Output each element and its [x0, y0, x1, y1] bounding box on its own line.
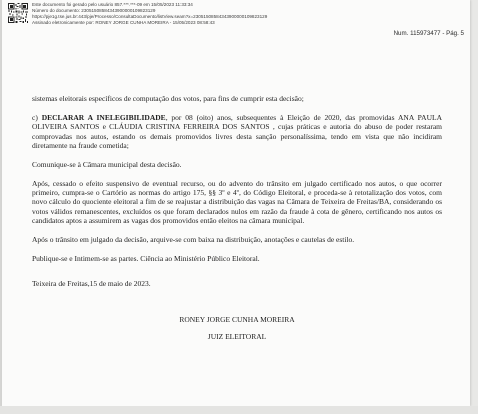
paragraph: Comunique-se à Câmara municipal desta decisão. — [32, 159, 182, 169]
item-prefix: c) — [32, 112, 42, 122]
ineligibility-text: , por 08 (oito) anos, subsequentes à Eleição de 2020, das promovidas ANA PAULA OLIVEIRA SANTOS e CLÁUDIA CRISTINA FERREIRA DOS SANTOS , cujas práticas e autoria do abuso de poder restaram comprovadas nos autos, estando os demais promovidos livres desta sanção personalíssima, tendo em vista que não incidiram diretamente na fraude cometida; — [32, 112, 442, 151]
paragraph: Publique-se e Intimem-se as partes. Ciência ao Ministério Público Eleitoral. — [32, 253, 260, 263]
electronic-signature-certificate — [32, 2, 382, 26]
paragraph-ineligibility — [32, 113, 442, 151]
page-number: Num. 115973477 - Pág. 5 — [393, 30, 464, 37]
paragraph: Após o trânsito em julgado da decisão, arquive-se com baixa na distribuição, anotações e cautelas de estilo. — [32, 235, 355, 245]
certificate-line: Este documento foi gerado pelo usuário 857.***.***-09 em 15/05/2023 11:33:34 — [32, 2, 193, 7]
certificate-line[interactable]: https://pje1g.tse.jus.br:443/pje/Processo/ConsultaDocumento/listView.seam?x=23051508584343900000109823129 — [32, 14, 268, 20]
date-line: Teixeira de Freitas,15 de maio de 2023. — [32, 279, 151, 289]
bottom-page-gap — [0, 406, 478, 414]
certificate-line: Assinado eletronicamente por: RONEY JORGE CUNHA MOREIRA - 15/05/2023 08:58:43 — [32, 20, 215, 26]
certificate-line: Número do documento: 23051508584343900000109823129 — [32, 8, 156, 14]
signer-name: RONEY JORGE CUNHA MOREIRA — [179, 314, 295, 324]
qr-code-icon — [8, 3, 28, 23]
document-page — [2, 0, 470, 406]
ineligibility-heading: DECLARAR A INELEGIBILIDADE — [41, 112, 166, 122]
paragraph: Após, cessado o efeito suspensivo de eventual recurso, ou do advento do trânsito em julgado certificado nos autos, o que ocorrer primeiro, cumpra-se o Cartório as normas do artigo 175, §§ 3º e 4º, do Código Eleitoral, e proceda-se à retotalização dos votos, com novo cálculo do quociente eleitoral a fim de se reajustar a distribuição das vagas na Câmara de Teixeira de Freitas/BA, considerando os votos válidos remanescentes, excluídos os que foram declarados nulos em razão da fraude à cota de gênero, certificando nos autos os candidatos aptos a assumirem as vagas dos promovidos então eleitos na câmara municipal. — [32, 178, 442, 226]
decision-text — [32, 94, 442, 351]
signer-title: JUIZ ELEITORAL — [207, 332, 267, 342]
paragraph: sistemas eleitorais específicos de computação dos votos, para fins de cumprir esta decisão; — [32, 94, 304, 103]
